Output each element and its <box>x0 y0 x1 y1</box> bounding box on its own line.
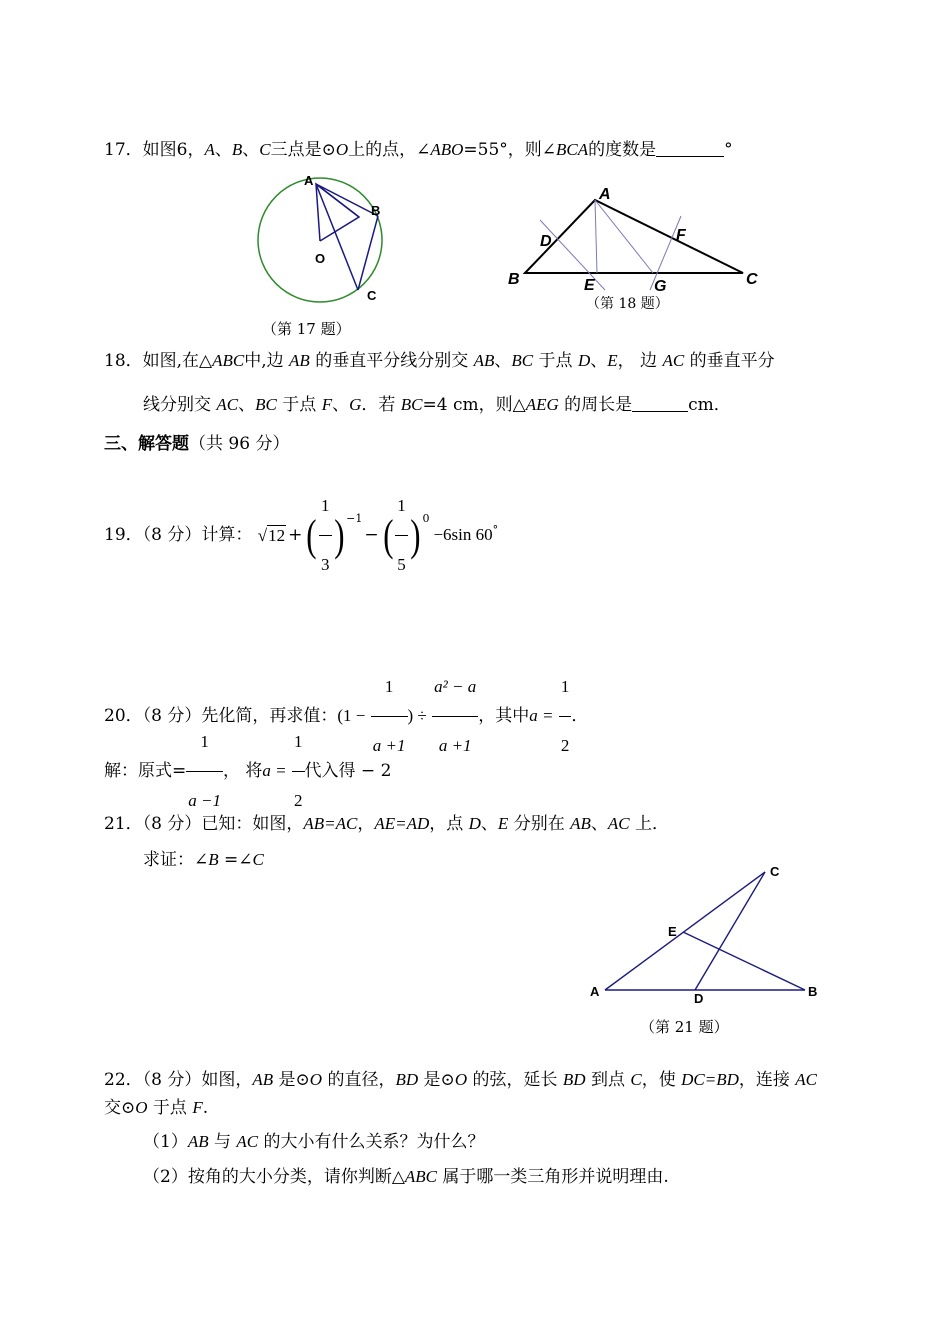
q20-text: 20．（8 分）先化简，再求值：(1 − $\frac{1}{a +1}$ ) ÷ $\frac{\text{a² − a}}{a +1}$ ，其中a = $\frac{1}{2}$ ． <box>104 661 588 713</box>
fig21-label-A: A <box>590 984 600 999</box>
figure-17 <box>250 170 400 310</box>
fig17-label-A: A <box>304 173 314 188</box>
fig18-label-B: B <box>508 271 520 288</box>
fig17-label-C: C <box>367 288 377 303</box>
fig21-label-B: B <box>808 984 818 999</box>
fig21-label-D: D <box>694 991 704 1006</box>
fig17-label-B: B <box>371 203 381 218</box>
q22-line3: （1）AB 与 AC 的大小有什么关系？为什么？ <box>143 1132 485 1152</box>
q18-line2: 线分别交 AC、BC 于点 F、G．若 BC=4 cm，则△AEG 的周长是 cm． <box>143 395 731 415</box>
q20-solution: 解：原式= $\frac{1}{a -1}$ ， 将a = $\frac{1}{2}$ 代入得 − 2 <box>104 716 391 768</box>
figure-18 <box>500 180 770 300</box>
q19-text: 19．（8 分）计算： √12 +( $\frac{1}{3}$ ) $^{-1}$−( $\frac{1}{5}$ ) $^0$−6sin 60° <box>104 480 498 532</box>
fig18-triangle <box>525 200 743 273</box>
q21-line2: 求证：∠B =∠C <box>143 850 264 870</box>
q22-line1: 22．（8 分）如图，AB 是⊙O 的直径，BD 是⊙O 的弦，延长 BD 到点 C，使 DC=BD，连接 AC <box>104 1070 818 1090</box>
q19-sqrt: √12 <box>257 525 286 545</box>
fig18-label-D: D <box>540 233 552 250</box>
q22-line2: 交⊙O 于点 F. <box>104 1098 209 1118</box>
fig18-label-G: G <box>654 278 667 295</box>
fig17-label-O: O <box>315 251 326 266</box>
fig18-perp-ab <box>540 220 605 290</box>
caption-17: （第 17 题） <box>262 320 351 338</box>
answer-blank-17[interactable] <box>656 140 724 157</box>
figure-21 <box>585 860 825 1010</box>
answer-blank-18[interactable] <box>632 395 688 412</box>
q22-line4: （2）按角的大小分类，请你判断△ABC 属于哪一类三角形并说明理由. <box>143 1167 669 1187</box>
q17-text: 17．如图6，A、B、C三点是⊙O上的点，∠ABO=55°，则∠BCA的度数是 ° <box>104 140 733 160</box>
fig21-dc <box>695 872 765 990</box>
caption-18: （第 18 题） <box>586 296 669 312</box>
fig18-label-F: F <box>676 227 686 244</box>
caption-21: （第 21 题） <box>640 1018 729 1036</box>
fig18-label-A: A <box>599 186 611 203</box>
fig21-eb <box>683 932 805 990</box>
fig17-ab <box>316 184 381 218</box>
fig18-label-E: E <box>584 277 595 294</box>
fig18-ag <box>595 200 653 273</box>
q21-line1: 21．（8 分）已知：如图，AB=AC，AE=AD，点 D、E 分别在 AB、AC 上． <box>104 814 670 834</box>
section-heading: 三、解答题（共 96 分） <box>104 434 290 454</box>
fig21-label-E: E <box>668 924 677 939</box>
q18-line1: 18．如图,在△ABC中,边 AB 的垂直平分线分别交 AB、BC 于点 D、E， 边 AC 的垂直平分 <box>104 351 775 371</box>
fig18-ae <box>595 200 597 273</box>
fig18-label-C: C <box>746 271 758 288</box>
fig21-label-C: C <box>770 864 780 879</box>
fig21-ac <box>605 872 765 990</box>
